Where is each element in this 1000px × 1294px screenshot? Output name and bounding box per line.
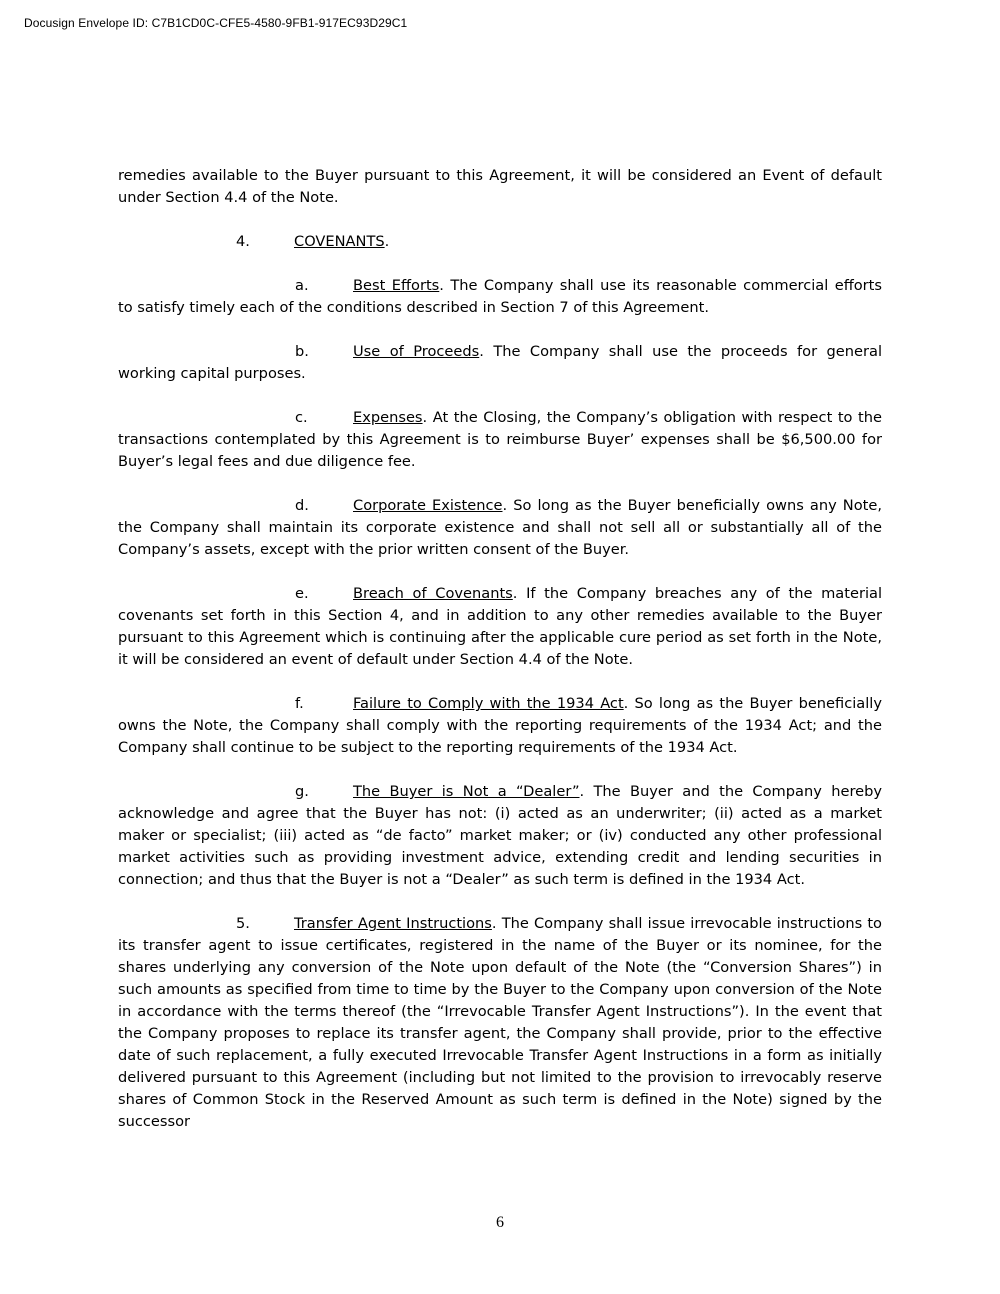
item-body: . The Company shall use its reasonable commercial efforts to satisfy timely each of the conditions described in Section 7 of this Agreement. [118, 277, 883, 316]
section-number: 4. [236, 233, 250, 250]
covenant-e [118, 583, 882, 671]
section-title: Transfer Agent Instructions [294, 915, 492, 932]
item-letter: g. [295, 783, 309, 800]
item-body: . If the Company breaches any of the material covenants set forth in this Section 4, and in addition to any other remedies available to the Buyer pursuant to this Agreement which is continuing after the applicable cure period as set forth in the Note, it will be considered an event of default under Section 4.4 of the Note. [118, 585, 883, 668]
item-heading: The Buyer is Not a “Dealer” [353, 783, 580, 800]
item-heading: Breach of Covenants [353, 585, 513, 602]
section-number: 5. [236, 915, 250, 932]
section-title-tail: . [384, 233, 390, 250]
covenant-b [118, 341, 882, 385]
section-5-paragraph [118, 913, 882, 1133]
item-letter: f. [295, 695, 304, 712]
covenant-f [118, 693, 882, 759]
item-heading: Corporate Existence [353, 497, 503, 514]
covenant-a [118, 275, 882, 319]
covenant-d [118, 495, 882, 561]
item-letter: e. [295, 585, 309, 602]
document-body [118, 165, 882, 1133]
item-body: . The Buyer and the Company hereby acknowledge and agree that the Buyer has not: (i) acted as an underwriter; (ii) acted as a market maker or specialist; (iii) acted as “de facto” market maker; or (iv) conducted any other professional market activities such as providing investment advice, extending credit and lending securities in connection; and thus that the Buyer is not a “Dealer” as such term is defined in the 1934 Act. [118, 783, 882, 888]
page-number: 6 [496, 1214, 504, 1231]
item-letter: b. [295, 343, 309, 360]
docusign-envelope-id: Docusign Envelope ID: C7B1CD0C-CFE5-4580-9FB1-917EC93D29C1 [24, 16, 408, 30]
item-letter: c. [295, 409, 308, 426]
covenant-c [118, 407, 882, 473]
item-body: . The Company shall use the proceeds for general working capital purposes. [118, 343, 882, 382]
item-letter: a. [295, 277, 309, 294]
section-4-heading [118, 231, 882, 253]
section-title: COVENANTS [294, 233, 385, 250]
item-heading: Best Efforts [353, 277, 440, 294]
section-body: . The Company shall issue irrevocable instructions to its transfer agent to issue certificates, registered in the name of the Buyer or its nominee, for the shares underlying any conversion of the Note upon default of the Note (the “Conversion Shares”) in such amounts as specified from time to time by the Buyer to the Company upon conversion of the Note in accordance with the terms thereof (the “Irrevocable Transfer Agent Instructions”). In the event that the Company proposes to replace its transfer agent, the Company shall provide, prior to the effective date of such replacement, a fully executed Irrevocable Transfer Agent Instructions in a form as initially delivered pursuant to this Agreement (including but not limited to the provision to irrevocably reserve shares of Common Stock in the Reserved Amount as such term is defined in the Note) signed by the successor [118, 915, 882, 1130]
item-heading: Expenses [353, 409, 423, 426]
item-heading: Use of Proceeds [353, 343, 480, 360]
intro-paragraph: remedies available to the Buyer pursuant to this Agreement, it will be considered an Event of default under Section 4.4 of the Note. [118, 167, 882, 206]
item-body: . So long as the Buyer beneficially owns the Note, the Company shall comply with the reporting requirements of the 1934 Act; and the Company shall continue to be subject to the reporting requirements of the 1934 Act. [118, 695, 882, 756]
item-heading: Failure to Comply with the 1934 Act [353, 695, 624, 712]
item-body: . So long as the Buyer beneficially owns any Note, the Company shall maintain its corporate existence and shall not sell all or substantially all of the Company’s assets, except with the prior written consent of the Buyer. [118, 497, 882, 558]
item-body: . At the Closing, the Company’s obligation with respect to the transactions contemplated by this Agreement is to reimburse Buyer’ expenses shall be $6,500.00 for Buyer’s legal fees and due diligence fee. [118, 409, 882, 470]
item-letter: d. [295, 497, 309, 514]
covenant-g [118, 781, 882, 891]
